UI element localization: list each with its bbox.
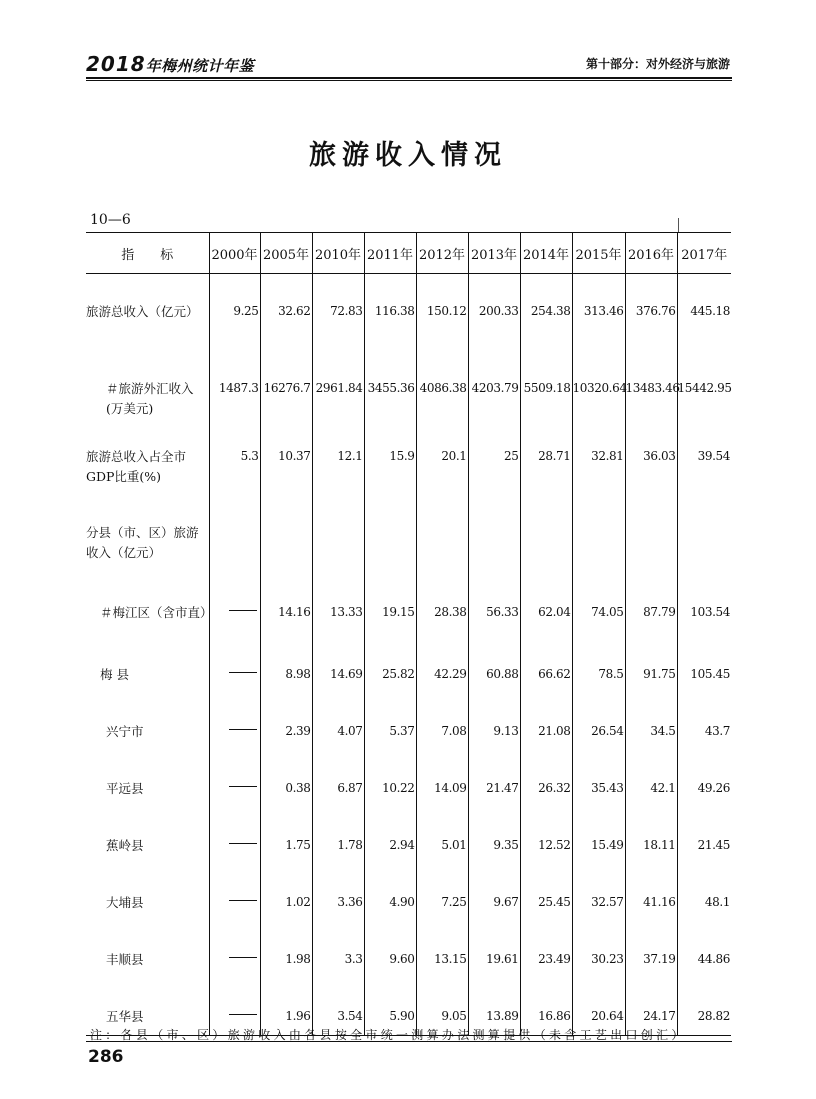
table-cell: 7.25 [416, 865, 468, 922]
table-cell: 42.1 [625, 751, 677, 808]
table-row [86, 419, 731, 495]
table-row [86, 751, 731, 808]
table-cell: 12.1 [312, 419, 364, 495]
table-cell: 116.38 [364, 274, 416, 351]
table-cell: 9.60 [364, 922, 416, 979]
table-cell: 13483.46 [625, 351, 677, 419]
table-cell: 23.49 [520, 922, 572, 979]
no-data-dash [229, 900, 257, 901]
table-cell: 20.64 [572, 979, 625, 1036]
table-cell: 0.38 [260, 751, 312, 808]
table-cell: 3.3 [312, 922, 364, 979]
table-cell: 1487.3 [209, 351, 260, 419]
table-row [86, 637, 731, 694]
table-cell: 87.79 [625, 575, 677, 637]
table-cell [312, 495, 364, 575]
table-cell: 9.35 [468, 808, 520, 865]
table-cell: 15.9 [364, 419, 416, 495]
table-cell [520, 495, 572, 575]
table-cell: 4203.79 [468, 351, 520, 419]
table-cell: 14.16 [260, 575, 312, 637]
row-label-line: 平远县 [106, 780, 144, 796]
table-cell: 28.82 [677, 979, 731, 1036]
table-cell: 4086.38 [416, 351, 468, 419]
table-cell: 13.15 [416, 922, 468, 979]
table-cell: 21.45 [677, 808, 731, 865]
table-cell: 16276.7 [260, 351, 312, 419]
table-cell: 9.05 [416, 979, 468, 1036]
table-cell: 7.08 [416, 694, 468, 751]
table-cell: 6.87 [312, 751, 364, 808]
table-row [86, 808, 731, 865]
page-title: 旅游收入情况 [309, 140, 507, 171]
table-cell: 13.89 [468, 979, 520, 1036]
table-row [86, 922, 731, 979]
table-cell: 14.69 [312, 637, 364, 694]
table-cell: 9.67 [468, 865, 520, 922]
row-label [86, 865, 209, 922]
table-row [86, 865, 731, 922]
row-label [86, 351, 209, 419]
table-cell: 10320.64 [572, 351, 625, 419]
table-cell: 10.22 [364, 751, 416, 808]
table-cell: 1.75 [260, 808, 312, 865]
header-year: 2017年 [677, 233, 731, 274]
table-cell: 5.01 [416, 808, 468, 865]
table-cell: 28.38 [416, 575, 468, 637]
table-cell: 3.36 [312, 865, 364, 922]
table-cell: 24.17 [625, 979, 677, 1036]
row-label [86, 637, 209, 694]
table-cell [209, 694, 260, 751]
table-cell [625, 495, 677, 575]
table-cell: 26.32 [520, 751, 572, 808]
footnote: 注：各县（市、区）旅游收入由各县按全市统一测算办法测算提供（未含工艺出口创汇） [90, 1028, 687, 1042]
table-cell: 105.45 [677, 637, 731, 694]
table-cell: 5.3 [209, 419, 260, 495]
table-cell: 37.19 [625, 922, 677, 979]
no-data-dash [229, 672, 257, 673]
page-number: 286 [88, 1047, 124, 1067]
table-cell: 313.46 [572, 274, 625, 351]
table-cell: 36.03 [625, 419, 677, 495]
table-cell: 19.61 [468, 922, 520, 979]
table-cell: 56.33 [468, 575, 520, 637]
table-cell: 30.23 [572, 922, 625, 979]
header-rule [86, 77, 732, 79]
row-label-line: 收入（亿元） [86, 544, 162, 560]
table-cell: 25.45 [520, 865, 572, 922]
row-label-line: 大埔县 [106, 894, 144, 910]
table-cell [260, 495, 312, 575]
section-title: 第十部分：对外经济与旅游 [585, 57, 730, 71]
table-cell: 5509.18 [520, 351, 572, 419]
table-cell: 10.37 [260, 419, 312, 495]
no-data-dash [229, 957, 257, 958]
table-cell [209, 575, 260, 637]
row-label-line: 分县（市、区）旅游 [86, 524, 199, 540]
no-data-dash [229, 786, 257, 787]
running-header [86, 52, 732, 76]
row-label-line: 兴宁市 [106, 723, 144, 739]
table-cell: 9.13 [468, 694, 520, 751]
table-cell [209, 922, 260, 979]
header-year: 2013年 [468, 233, 520, 274]
row-label-line: ＃旅游外汇收入 [106, 380, 194, 396]
table-row [86, 495, 731, 575]
table-cell: 150.12 [416, 274, 468, 351]
table-cell: 2.94 [364, 808, 416, 865]
table-cell: 35.43 [572, 751, 625, 808]
table-cell: 21.08 [520, 694, 572, 751]
table-cell: 18.11 [625, 808, 677, 865]
table-row [86, 575, 731, 637]
table-cell: 72.83 [312, 274, 364, 351]
table-cell [572, 495, 625, 575]
table-cell: 91.75 [625, 637, 677, 694]
table-cell [209, 808, 260, 865]
row-label-line: 旅游总收入（亿元） [86, 304, 199, 319]
table-cell: 12.52 [520, 808, 572, 865]
table-row [86, 274, 731, 351]
table-cell: 39.54 [677, 419, 731, 495]
table-cell [209, 751, 260, 808]
table-cell: 74.05 [572, 575, 625, 637]
table-row [86, 351, 731, 419]
row-label [86, 694, 209, 751]
header-year: 2015年 [572, 233, 625, 274]
table-row [86, 694, 731, 751]
header-year: 2014年 [520, 233, 572, 274]
no-data-dash [229, 843, 257, 844]
table-cell: 25.82 [364, 637, 416, 694]
table-cell: 15442.95 [677, 351, 731, 419]
table-cell: 32.57 [572, 865, 625, 922]
row-label-line: 蕉岭县 [106, 837, 144, 853]
row-label [86, 419, 209, 495]
table-cell: 254.38 [520, 274, 572, 351]
table-cell: 1.78 [312, 808, 364, 865]
table-cell: 1.02 [260, 865, 312, 922]
row-label-line: ＃梅江区（含市直） [100, 604, 213, 620]
header-year: 2000年 [209, 233, 260, 274]
table-cell: 42.29 [416, 637, 468, 694]
footnote-rule [86, 1041, 732, 1042]
row-label-line: 丰顺县 [106, 951, 144, 967]
table-cell: 5.37 [364, 694, 416, 751]
table-cell: 4.07 [312, 694, 364, 751]
table-cell: 26.54 [572, 694, 625, 751]
table-cell [468, 495, 520, 575]
row-label-line: (万美元) [106, 400, 154, 416]
table-cell [364, 495, 416, 575]
table-cell: 34.5 [625, 694, 677, 751]
table-cell: 20.1 [416, 419, 468, 495]
table-cell: 19.15 [364, 575, 416, 637]
table-cell: 103.54 [677, 575, 731, 637]
table-cell: 43.7 [677, 694, 731, 751]
table-cell: 49.26 [677, 751, 731, 808]
no-data-dash [229, 610, 257, 611]
table-cell: 1.98 [260, 922, 312, 979]
table-header-row [86, 233, 731, 274]
table-cell: 13.33 [312, 575, 364, 637]
table-cell: 3455.36 [364, 351, 416, 419]
table-cell: 5.90 [364, 979, 416, 1036]
header-year: 2016年 [625, 233, 677, 274]
table-cell [209, 865, 260, 922]
table-cell: 32.62 [260, 274, 312, 351]
table-cell: 15.49 [572, 808, 625, 865]
header-year: 2012年 [416, 233, 468, 274]
yearbook-name: 年梅州统计年鉴 [145, 57, 255, 75]
table-cell: 66.62 [520, 637, 572, 694]
table-cell: 25 [468, 419, 520, 495]
table-cell [677, 495, 731, 575]
table-cell: 2.39 [260, 694, 312, 751]
header-indicator: 指 标 [86, 233, 209, 274]
table-cell: 3.54 [312, 979, 364, 1036]
table-cell: 41.16 [625, 865, 677, 922]
row-label-line: GDP比重(%) [86, 468, 162, 484]
table-cell: 14.09 [416, 751, 468, 808]
table-cell: 9.25 [209, 274, 260, 351]
table-cell [416, 495, 468, 575]
table-cell: 2961.84 [312, 351, 364, 419]
row-label [86, 495, 209, 575]
yearbook-year: 2018 [86, 52, 146, 76]
header-rule-thin [86, 80, 732, 81]
header-year: 2005年 [260, 233, 312, 274]
table-number: 10—6 [90, 212, 131, 228]
no-data-dash [229, 729, 257, 730]
header-year: 2011年 [364, 233, 416, 274]
row-label [86, 922, 209, 979]
row-label [86, 808, 209, 865]
table-cell: 8.98 [260, 637, 312, 694]
yearbook-title [86, 52, 254, 76]
table-cell: 48.1 [677, 865, 731, 922]
table-cell: 28.71 [520, 419, 572, 495]
table-cell: 60.88 [468, 637, 520, 694]
table-cell: 376.76 [625, 274, 677, 351]
table-cell: 200.33 [468, 274, 520, 351]
table-corner-mark [678, 218, 679, 232]
table-cell: 1.96 [260, 979, 312, 1036]
table-cell: 32.81 [572, 419, 625, 495]
row-label [86, 751, 209, 808]
table-cell [209, 495, 260, 575]
row-label-line: 五华县 [106, 1008, 144, 1024]
table-cell [209, 637, 260, 694]
table-cell: 21.47 [468, 751, 520, 808]
table-cell: 4.90 [364, 865, 416, 922]
row-label [86, 575, 213, 637]
tourism-income-table [86, 232, 731, 1036]
table-cell: 78.5 [572, 637, 625, 694]
table-cell: 44.86 [677, 922, 731, 979]
row-label [86, 274, 209, 351]
table-cell: 445.18 [677, 274, 731, 351]
row-label-line: 旅游总收入占全市 [86, 448, 187, 464]
header-year: 2010年 [312, 233, 364, 274]
row-label-line: 梅 县 [100, 666, 129, 682]
no-data-dash [229, 1014, 257, 1015]
table-cell: 16.86 [520, 979, 572, 1036]
table-cell: 62.04 [520, 575, 572, 637]
